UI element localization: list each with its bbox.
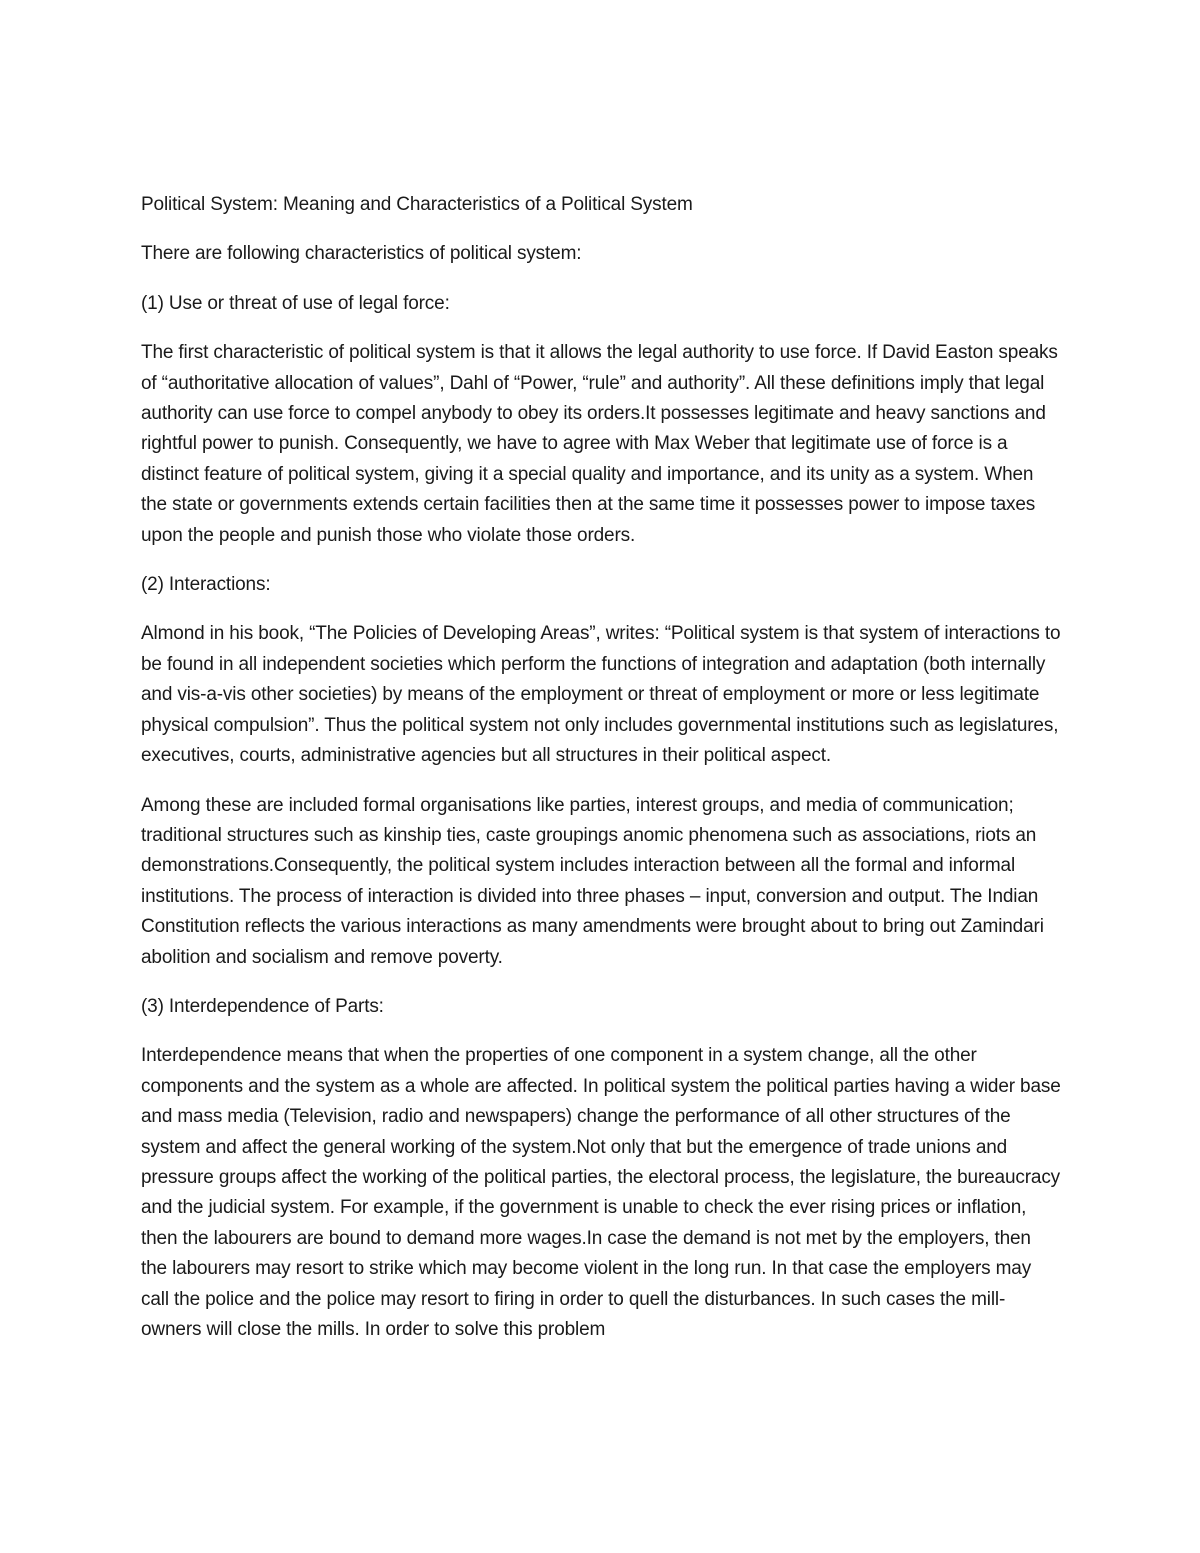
section-1-paragraph-1: The first characteristic of political system is that it allows the legal authority to use force. If David Easton speaks of “authoritative allocation of values”, Dahl of “Power, “rule” and authority”. All these definitions imply that legal authority can use force to compel anybody to obey its orders.It possesses legitimate and heavy sanctions and rightful power to punish. Consequently, we have to agree with Max Weber that legitimate use of force is a distinct feature of political system, giving it a special quality and importance, and its unity as a system. When the state or governments extends certain facilities then at the same time it possesses power to impose taxes upon the people and punish those who violate those orders. bbox=[141, 342, 1058, 546]
section-2-paragraph-1: Almond in his book, “The Policies of Developing Areas”, writes: “Political system is that system of interactions to be found in all independent societies which perform the functions of integration and adaptation (both internally and vis-a-vis other societies) by means of the employment or threat of employment or more or less legitimate physical compulsion”. Thus the political system not only includes governmental institutions such as legislatures, executives, courts, administrative agencies but all structures in their political aspect. bbox=[141, 623, 1061, 767]
section-2-heading: (2) Interactions: bbox=[141, 574, 271, 596]
section-1-heading: (1) Use or threat of use of legal force: bbox=[141, 292, 450, 314]
section-3-heading: (3) Interdependence of Parts: bbox=[141, 995, 384, 1017]
section-2-paragraph-2: Among these are included formal organisations like parties, interest groups, and media of communication; traditional structures such as kinship ties, caste groupings anomic phenomena such as associations, riots an demonstrations.Consequently, the political system includes interaction between all the formal and informal institutions. The process of interaction is divided into three phases – input, conversion and output. The Indian Constitution reflects the various interactions as many amendments were brought about to bring out Zamindari abolition and socialism and remove poverty. bbox=[141, 794, 1044, 968]
section-3-paragraph-1: Interdependence means that when the properties of one component in a system change, all the other components and the system as a whole are affected. In political system the political parties having a wider base and mass media (Television, radio and newspapers) change the performance of all other structures of the system and affect the general working of the system.Not only that but the emergence of trade unions and pressure groups affect the working of the political parties, the electoral process, the legislature, the bureaucracy and the judicial system. For example, if the government is unable to check the ever rising prices or inflation, then the labourers are bound to demand more wages.In case the demand is not met by the employers, then the labourers may resort to strike which may become violent in the long run. In that case the employers may call the police and the police may resort to firing in order to quell the disturbances. In such cases the mill-owners will close the mills. In order to solve this problem bbox=[141, 1045, 1061, 1340]
document-title: Political System: Meaning and Characteristics of a Political System bbox=[141, 194, 693, 215]
document-page bbox=[141, 190, 1061, 1364]
intro-paragraph: There are following characteristics of political system: bbox=[141, 243, 582, 265]
